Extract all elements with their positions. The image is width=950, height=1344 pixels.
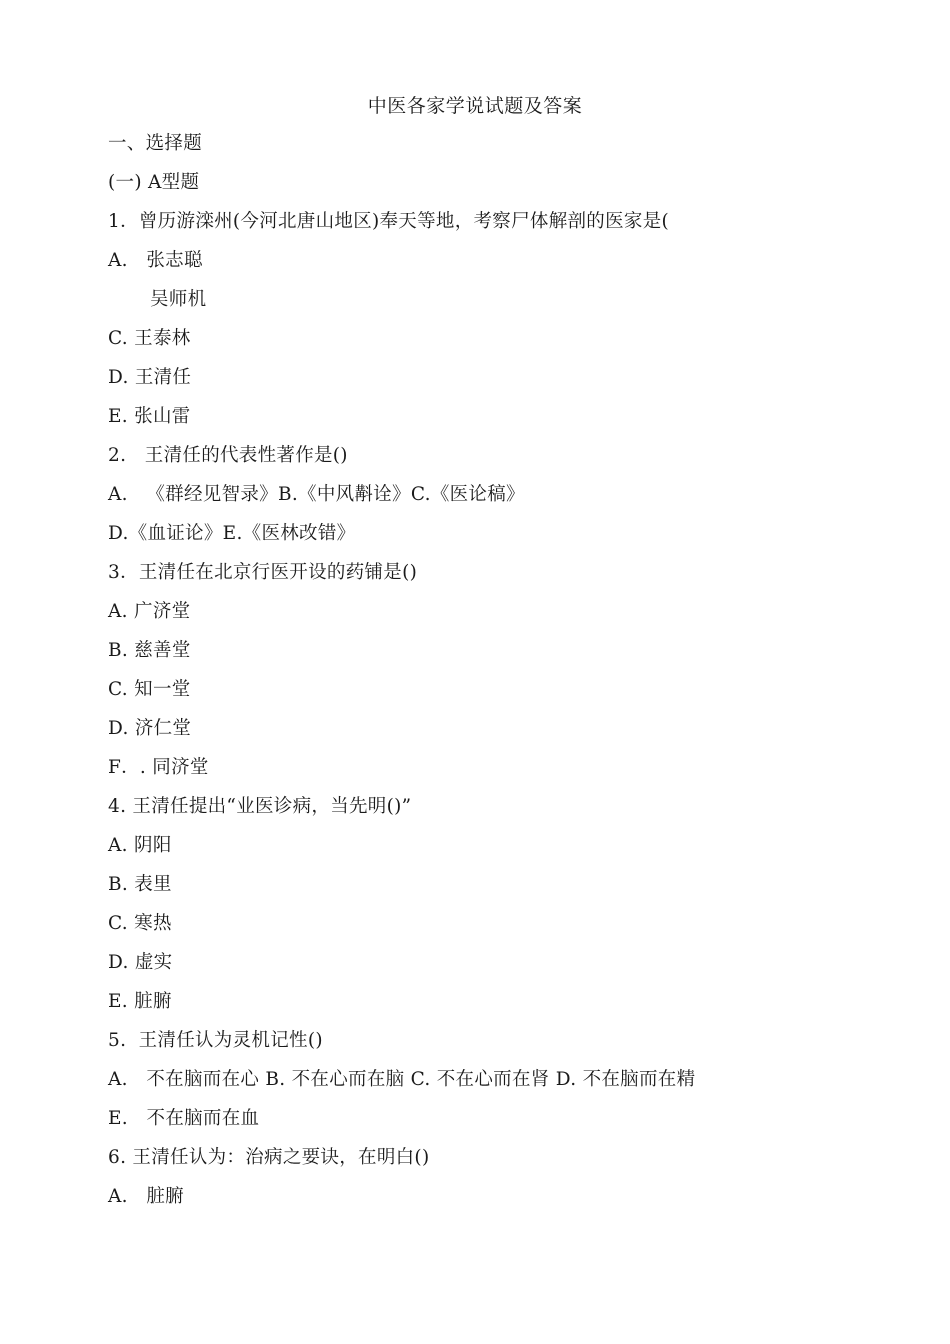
question-1-option-c: C. 王泰林 (108, 328, 191, 349)
document-title: 中医各家学说试题及答案 (367, 95, 583, 117)
question-3-option-a: A. 广济堂 (108, 601, 191, 622)
document-body (108, 130, 868, 1222)
question-3-option-c: C. 知一堂 (108, 679, 191, 700)
question-1: 1．曾历游滦州(今河北唐山地区)奉天等地，考察尸体解剖的医家是( (108, 211, 670, 232)
question-5-options-abcd: A. 不在脑而在心 B. 不在心而在脑 C. 不在心而在肾 D. 不在脑而在精 (108, 1069, 696, 1090)
question-3-option-b: B. 慈善堂 (108, 640, 191, 661)
subsection-heading: (一) A型题 (108, 172, 200, 193)
question-4-option-d: D. 虚实 (108, 952, 173, 973)
question-6: 6. 王清任认为：治病之要诀，在明白() (108, 1147, 430, 1168)
question-6-option-a: A. 脏腑 (108, 1186, 184, 1207)
question-2: 2. 王清任的代表性著作是() (108, 445, 348, 466)
question-4-option-a: A. 阴阳 (108, 835, 172, 856)
question-5: 5. 王清任认为灵机记性() (108, 1030, 323, 1051)
question-1-option-e: E. 张山雷 (108, 406, 191, 427)
question-1-option-a: A. 张志聪 (108, 250, 203, 271)
question-3-option-f: F．. 同济堂 (108, 757, 209, 778)
question-2-options-de: D.《血证论》E.《医林改错》 (108, 523, 356, 544)
question-4-option-c: C. 寒热 (108, 913, 172, 934)
question-1-option-d: D. 王清任 (108, 367, 192, 388)
question-4: 4. 王清任提出“业医诊病，当先明()” (108, 796, 412, 817)
question-1-option-b: 吴师机 (150, 289, 207, 310)
question-5-option-e: E. 不在脑而在血 (108, 1108, 260, 1129)
question-2-options-abc: A. 《群经见智录》B.《中风斠诠》C.《医论稿》 (108, 484, 525, 505)
question-3-option-d: D. 济仁堂 (108, 718, 192, 739)
question-4-option-e: E. 脏腑 (108, 991, 172, 1012)
section-heading: 一、选择题 (108, 133, 203, 154)
question-3: 3．王清任在北京行医开设的药铺是() (108, 562, 418, 583)
question-4-option-b: B. 表里 (108, 874, 172, 895)
